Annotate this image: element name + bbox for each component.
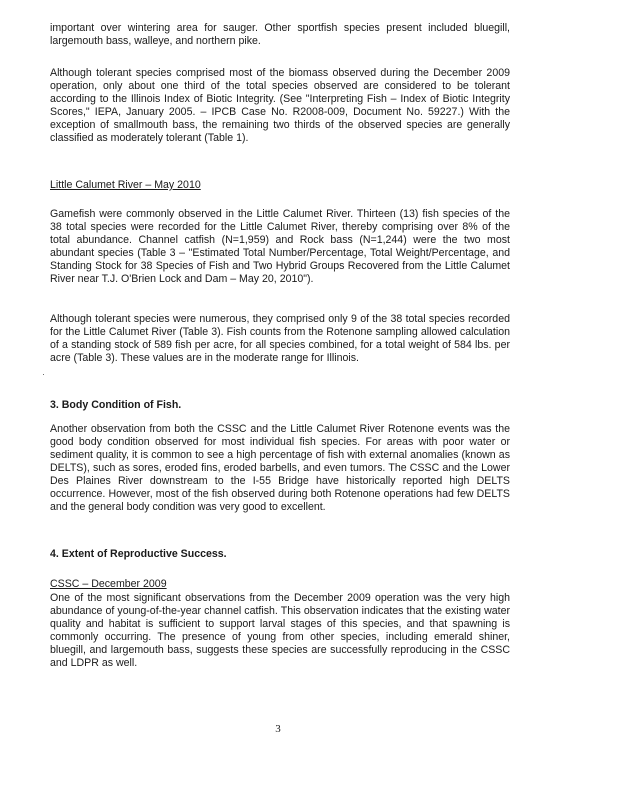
margin-mark: · (42, 369, 45, 379)
heading-body-condition: 3. Body Condition of Fish. (50, 399, 182, 411)
heading-little-calumet-may-2010: Little Calumet River – May 2010 (50, 179, 201, 191)
page-number: 3 (275, 723, 281, 735)
heading-cssc-december-2009: CSSC – December 2009 (50, 578, 167, 590)
paragraph-sauger: important over wintering area for sauger. Other sportfish species present included bluegill, largemouth bass, walleye, and northern pike. (50, 22, 510, 47)
heading-reproductive-success: 4. Extent of Reproductive Success. (50, 548, 227, 560)
paragraph-tolerant-species-lcr: Although tolerant species were numerous, they comprised only 9 of the 38 total species recorded for the Little Calumet River (Table 3). Fish counts from the Rotenone sampling allowed calculation of a standing stock of 589 fish per acre, for all species combined, for a total weight of 584 lbs. per acre (Table 3). These values are in the moderate range for Illinois. (50, 313, 510, 364)
paragraph-gamefish: Gamefish were commonly observed in the Little Calumet River. Thirteen (13) fish species of the 38 total species were recorded for the Little Calumet River, thereby comprising over 8% of the total abundance. Channel catfish (N=1,959) and Rock bass (N=1,244) were the two most abundant species (Table 3 – "Estimated Total Number/Percentage, Total Weight/Percentage, and Standing Stock for 38 Species of Fish and Two Hybrid Groups Recovered from the Little Calumet River near T.J. O'Brien Lock and Dam – May 20, 2010"). (50, 208, 510, 285)
paragraph-body-condition: Another observation from both the CSSC and the Little Calumet River Rotenone events was the good body condition observed for most individual fish species. For areas with poor water or sediment quality, it is common to see a high percentage of fish with external anomalies (known as DELTS), such as sores, eroded fins, eroded barbells, and even tumors. The CSSC and the Lower Des Plaines River downstream to the I-55 Bridge have historically reported high DELTS occurrence. However, most of the fish observed during both Rotenone operations had few DELTS and the general body condition was very good to excellent. (50, 423, 510, 513)
paragraph-reproductive-success: One of the most significant observations from the December 2009 operation was the very high abundance of young-of-the-year channel catfish. This observation indicates that the existing water quality and habitat is sufficient to support larval stages of this species, and that spawning is commonly occurring. The presence of young from other species, including emerald shiner, bluegill, and largemouth bass, suggests these species are successfully reproducing in the CSSC and LDPR as well. (50, 592, 510, 669)
paragraph-tolerant-species-cssc: Although tolerant species comprised most of the biomass observed during the December 2009 operation, only about one third of the total species observed are considered to be tolerant according to the Illinois Index of Biotic Integrity. (See "Interpreting Fish – Index of Biotic Integrity Scores," IEPA, January 2005. – IPCB Case No. R2008-009, Document No. 59227.) With the exception of smallmouth bass, the remaining two thirds of the observed species are generally classified as moderately tolerant (Table 1). (50, 67, 510, 144)
